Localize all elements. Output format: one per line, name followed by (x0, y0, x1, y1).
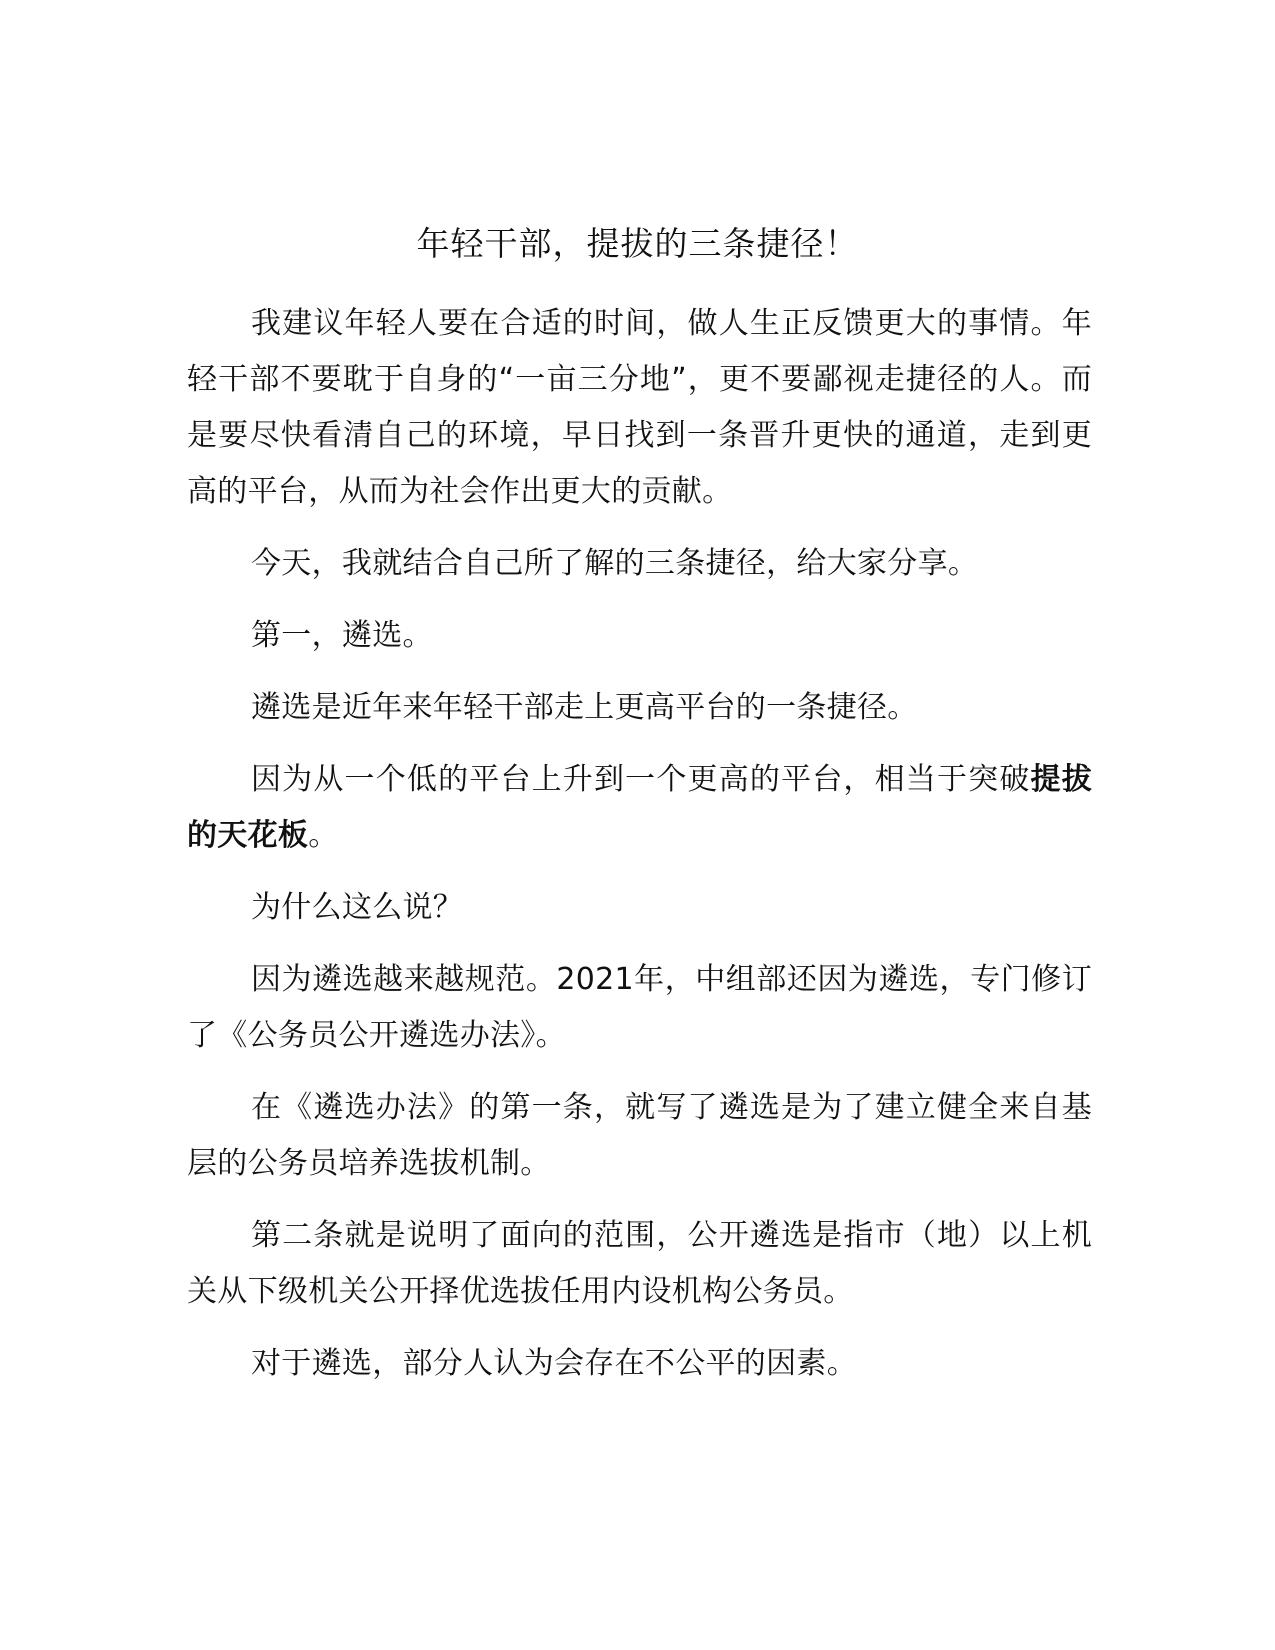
paragraph-first: 第一，遴选。 (251, 618, 433, 653)
document-body (187, 296, 1092, 1408)
paragraph-selection-shortcut: 遴选是近年来年轻干部走上更高平台的一条捷径。 (251, 690, 918, 725)
paragraph-standardized: 因为遴选越来越规范。2021年，中组部还因为遴选，专门修订了《公务员公开遴选办法》。 (187, 962, 1092, 1053)
paragraph-platform (187, 752, 1092, 864)
document-title: 年轻干部，提拔的三条捷径！ (416, 224, 859, 263)
paragraph-platform-bold: 提拔的天花板 (187, 762, 1092, 853)
paragraph-fairness: 对于遴选，部分人认为会存在不公平的因素。 (251, 1346, 857, 1381)
paragraph-today: 今天，我就结合自己所了解的三条捷径，给大家分享。 (251, 546, 979, 581)
paragraph-why: 为什么这么说？ (251, 890, 464, 925)
paragraph-intro: 我建议年轻人要在合适的时间，做人生正反馈更大的事情。年轻干部不要耽于自身的“一亩三分地”，更不要鄙视走捷径的人。而是要尽快看清自己的环境，早日找到一条晋升更快的通道，走到更高的平台，从而为社会作出更大的贡献。 (187, 306, 1092, 509)
paragraph-platform-text: 因为从一个低的平台上升到一个更高的平台，相当于突破 (251, 762, 1031, 797)
paragraph-platform-end: 。 (308, 818, 339, 853)
paragraph-article-one: 在《遴选办法》的第一条，就写了遴选是为了建立健全来自基层的公务员培养选拔机制。 (187, 1090, 1092, 1181)
paragraph-article-two: 第二条就是说明了面向的范围，公开遴选是指市（地）以上机关从下级机关公开择优选拔任用内设机构公务员。 (187, 1218, 1092, 1309)
